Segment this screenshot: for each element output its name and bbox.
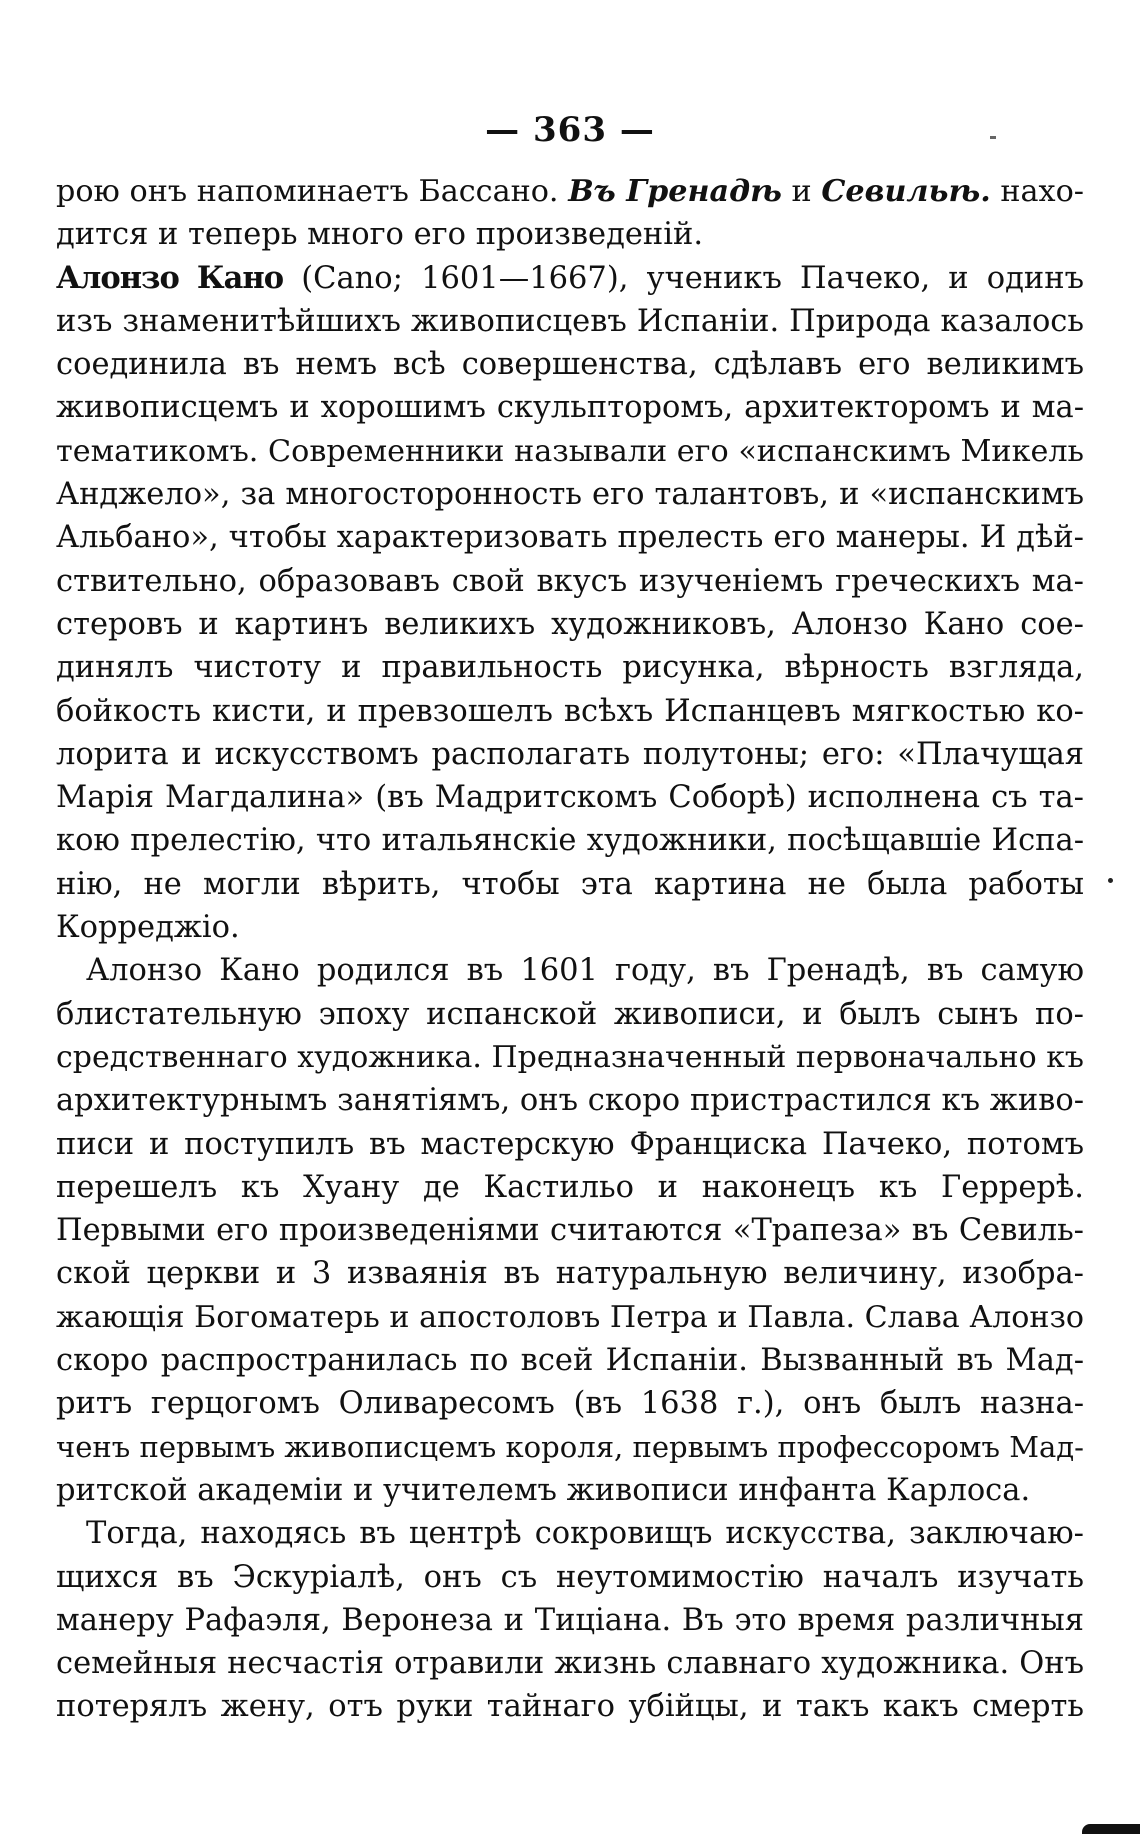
text-line-4: изъ знаменитѣйшихъ живописцевъ Испаніи. Природа казалось [56, 303, 1084, 339]
text-line-21: средственнаго художника. Предназначенный первоначально къ [56, 1039, 1084, 1075]
line-1-part-c: и [781, 174, 822, 209]
text-line-32: Тогда, находясь въ центрѣ сокровищъ искусства, заключаю- [86, 1516, 1084, 1552]
page-text [56, 170, 1084, 1729]
text-line-35: семейныя несчастія отравили жизнь славнаго художника. Онъ [56, 1646, 1084, 1682]
text-line-6: живописцемъ и хорошимъ скульпторомъ, архитекторомъ и ма- [56, 390, 1084, 426]
text-line-10: ствительно, образовавъ свой вкусъ изученіемъ греческихъ ма- [56, 563, 1084, 599]
text-line-1 [56, 170, 1084, 213]
text-line-13: бойкость кисти, и превзошелъ всѣхъ Испанцевъ мягкостью ко- [56, 693, 1084, 729]
page-number: — 363 — [485, 110, 655, 150]
entry-heading-rest: (Cano; 1601—1667), ученикъ Пачеко, и одинъ [283, 260, 1084, 296]
text-line-30: ченъ первымъ живописцемъ короля, первымъ профессоромъ Мад- [56, 1429, 1084, 1464]
book-page [56, 110, 1084, 1729]
text-line-29: ритъ герцогомъ Оливаресомъ (въ 1638 г.), онъ былъ назна- [56, 1386, 1084, 1422]
text-line-18: Корреджіо. [56, 910, 240, 946]
text-line-8: Анджело», за многосторонность его талантовъ, и «испанскимъ [56, 477, 1084, 513]
line-1-italic-grenada: Въ Гренадѣ [568, 174, 782, 209]
text-line-23: писи и поступилъ въ мастерскую Франциска Пачеко, потомъ [56, 1126, 1084, 1162]
text-line-5: соединила въ немъ всѣ совершенства, сдѣлавъ его великимъ [56, 347, 1084, 383]
text-line-28: скоро распространилась по всей Испаніи. Вызванный въ Мад- [56, 1343, 1084, 1379]
text-line-11: стеровъ и картинъ великихъ художниковъ, Алонзо Кано сое- [56, 606, 1084, 642]
text-line-14: лорита и искусствомъ располагать полутоны; его: «Плачущая [56, 736, 1084, 772]
entry-heading-name: Алонзо Кано [56, 259, 284, 296]
text-line-15: Марія Магдалина» (въ Мадритскомъ Соборѣ) исполнена съ та- [56, 780, 1084, 816]
text-line-27: жающія Богоматерь и апостоловъ Петра и Павла. Слава Алонзо [56, 1299, 1084, 1335]
text-line-12: динялъ чистоту и правильность рисунка, вѣрность взгляда, [56, 650, 1084, 686]
text-line-26: ской церкви и 3 изваянія въ натуральную величину, изобра- [56, 1256, 1084, 1292]
text-line-36: потерялъ жену, отъ руки тайнаго убійцы, и такъ какъ смерть [56, 1689, 1084, 1725]
text-line-22: архитектурнымъ занятіямъ, онъ скоро пристрастился къ живо- [56, 1083, 1084, 1119]
text-line-25: Первыми его произведеніями считаются «Трапеза» въ Севиль- [56, 1213, 1084, 1249]
line-1-italic-seville: Севильѣ. [821, 174, 991, 209]
text-line-24: перешелъ къ Хуану де Кастильо и наконецъ къ Геррерѣ. [56, 1169, 1084, 1205]
line-1-part-a: рою онъ напоминаетъ Бассано. [56, 174, 569, 209]
print-dot [1108, 878, 1113, 883]
text-line-3 [56, 257, 1084, 300]
text-line-17: нію, не могли вѣрить, чтобы эта картина не была работы [56, 866, 1084, 902]
text-line-19: Алонзо Кано родился въ 1601 году, въ Гренадѣ, въ самую [86, 953, 1084, 989]
text-line-20: блистательную эпоху испанской живописи, и былъ сынъ по- [56, 996, 1084, 1032]
text-line-2: дится и теперь много его произведеній. [56, 217, 704, 253]
text-line-7: тематикомъ. Современники называли его «испанскимъ Микель [56, 433, 1084, 469]
text-line-31: ритской академіи и учителемъ живописи инфанта Карлоса. [56, 1472, 1031, 1508]
text-line-9: Альбано», чтобы характеризовать прелесть его манеры. И дѣй- [56, 520, 1084, 556]
text-line-33: щихся въ Эскуріалѣ, онъ съ неутомимостію началъ изучать [56, 1559, 1084, 1595]
text-line-16: кою прелестію, что итальянскіе художники, посѣщавшіе Испа- [56, 823, 1084, 859]
scan-corner-mark [1082, 1824, 1140, 1834]
text-line-34: манеру Рафаэля, Веронеза и Тиціана. Въ это время различныя [56, 1602, 1084, 1638]
line-1-part-e: нахо- [990, 174, 1084, 209]
